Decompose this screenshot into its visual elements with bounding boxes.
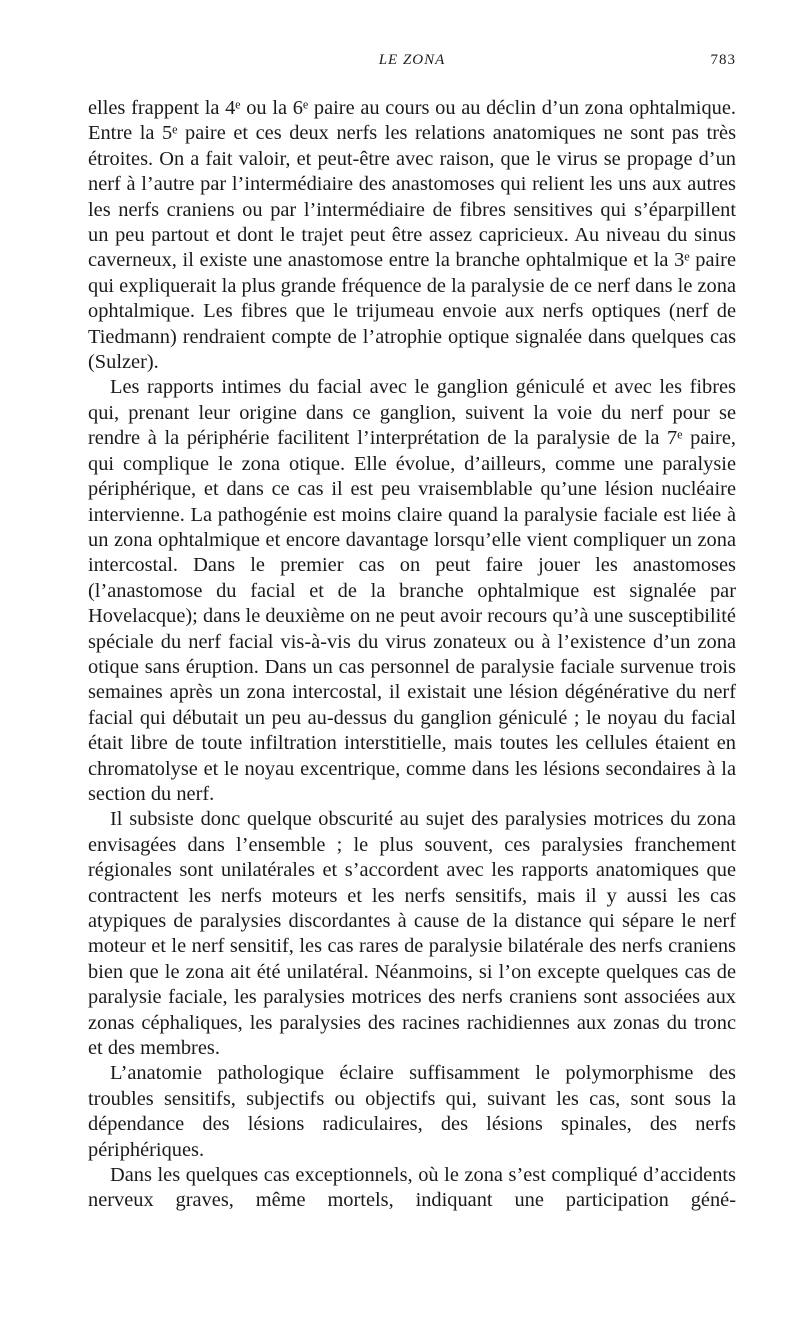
- paragraph-4: L’anatomie pathologique éclaire suffisamment le polymorphisme des troubles sensitifs, subjectifs ou objectifs qui, suivant les cas, sont sous la dépendance des lésions radiculaires, des lésions spinales, des nerfs périphériques.: [88, 1062, 736, 1161]
- body-text: [88, 96, 736, 1214]
- paragraph-5: Dans les quelques cas exceptionnels, où le zona s’est compliqué d’accidents nerveux graves, même mortels, indiquant une participation géné-: [88, 1164, 736, 1212]
- running-header: [88, 48, 736, 74]
- page-number: 783: [710, 52, 736, 68]
- book-page: [88, 48, 736, 1214]
- paragraph-3: Il subsiste donc quelque obscurité au sujet des paralysies motrices du zona envisagées dans l’ensemble ; le plus souvent, ces paralysies franchement régionales sont unilatérales et s’accordent avec les rapports anatomiques que contractent les nerfs moteurs et les nerfs sensitifs, mais il y aussi les cas atypiques de paralysies discordantes à cause de la distance qui sépare le nerf moteur et le nerf sensitif, les cas rares de paralysie bilatérale des nerfs craniens bien que le zona ait été unilatéral. Néanmoins, si l’on excepte quelques cas de paralysie faciale, les paralysies motrices des nerfs craniens sont associées aux zonas céphaliques, les paralysies des racines rachidiennes aux zonas du tronc et des membres.: [88, 808, 736, 1060]
- paragraph-2: Les rapports intimes du facial avec le ganglion géniculé et avec les fibres qui, prenant leur origine dans ce ganglion, suivent la voie du nerf pour se rendre à la périphérie facilitent l’interprétation de la paralysie de la 7ᵉ paire, qui complique le zona otique. Elle évolue, d’ailleurs, comme une paralysie périphérique, et dans ce cas il est peu vraisemblable qu’une lésion nucléaire intervienne. La pathogénie est moins claire quand la paralysie faciale est liée à un zona ophtalmique et encore davantage lorsqu’elle vient compliquer un zona intercostal. Dans le premier cas on peut faire jouer les anastomoses (l’anastomose du facial et de la branche ophtalmique est signalée par Hovelacque); dans le deuxième on ne peut avoir recours qu’à une susceptibilité spéciale du nerf facial vis-à-vis du virus zonateux ou à l’existence d’un zona otique sans éruption. Dans un cas personnel de paralysie faciale survenue trois semaines après un zona intercostal, il existait une lésion dégénérative du nerf facial qui débutait un peu au-dessus du ganglion géniculé ; le noyau du facial était libre de toute infiltration interstitielle, mais toutes les cellules étaient en chromatolyse et le noyau excentrique, comme dans les lésions secondaires à la section du nerf.: [88, 376, 736, 805]
- running-title: LE ZONA: [378, 52, 446, 68]
- paragraph-1: elles frappent la 4ᵉ ou la 6ᵉ paire au cours ou au déclin d’un zona ophtalmique. Entre la 5ᵉ paire et ces deux nerfs les relations anatomiques ne sont pas très étroites. On a fait valoir, et peut-être avec raison, que le virus se propage d’un nerf à l’autre par l’intermédiaire des anastomoses qui relient les uns aux autres les nerfs craniens ou par l’intermédiaire de fibres sensitives qui s’éparpillent un peu partout et dont le trajet peut être assez capricieux. Au niveau du sinus caverneux, il existe une anastomose entre la branche ophtalmique et la 3ᵉ paire qui expliquerait la plus grande fréquence de la paralysie de ce nerf dans le zona ophtalmique. Les fibres que le trijumeau envoie aux nerfs optiques (nerf de Tiedmann) rendraient compte de l’atrophie optique signalée dans quelques cas (Sulzer).: [88, 97, 736, 374]
